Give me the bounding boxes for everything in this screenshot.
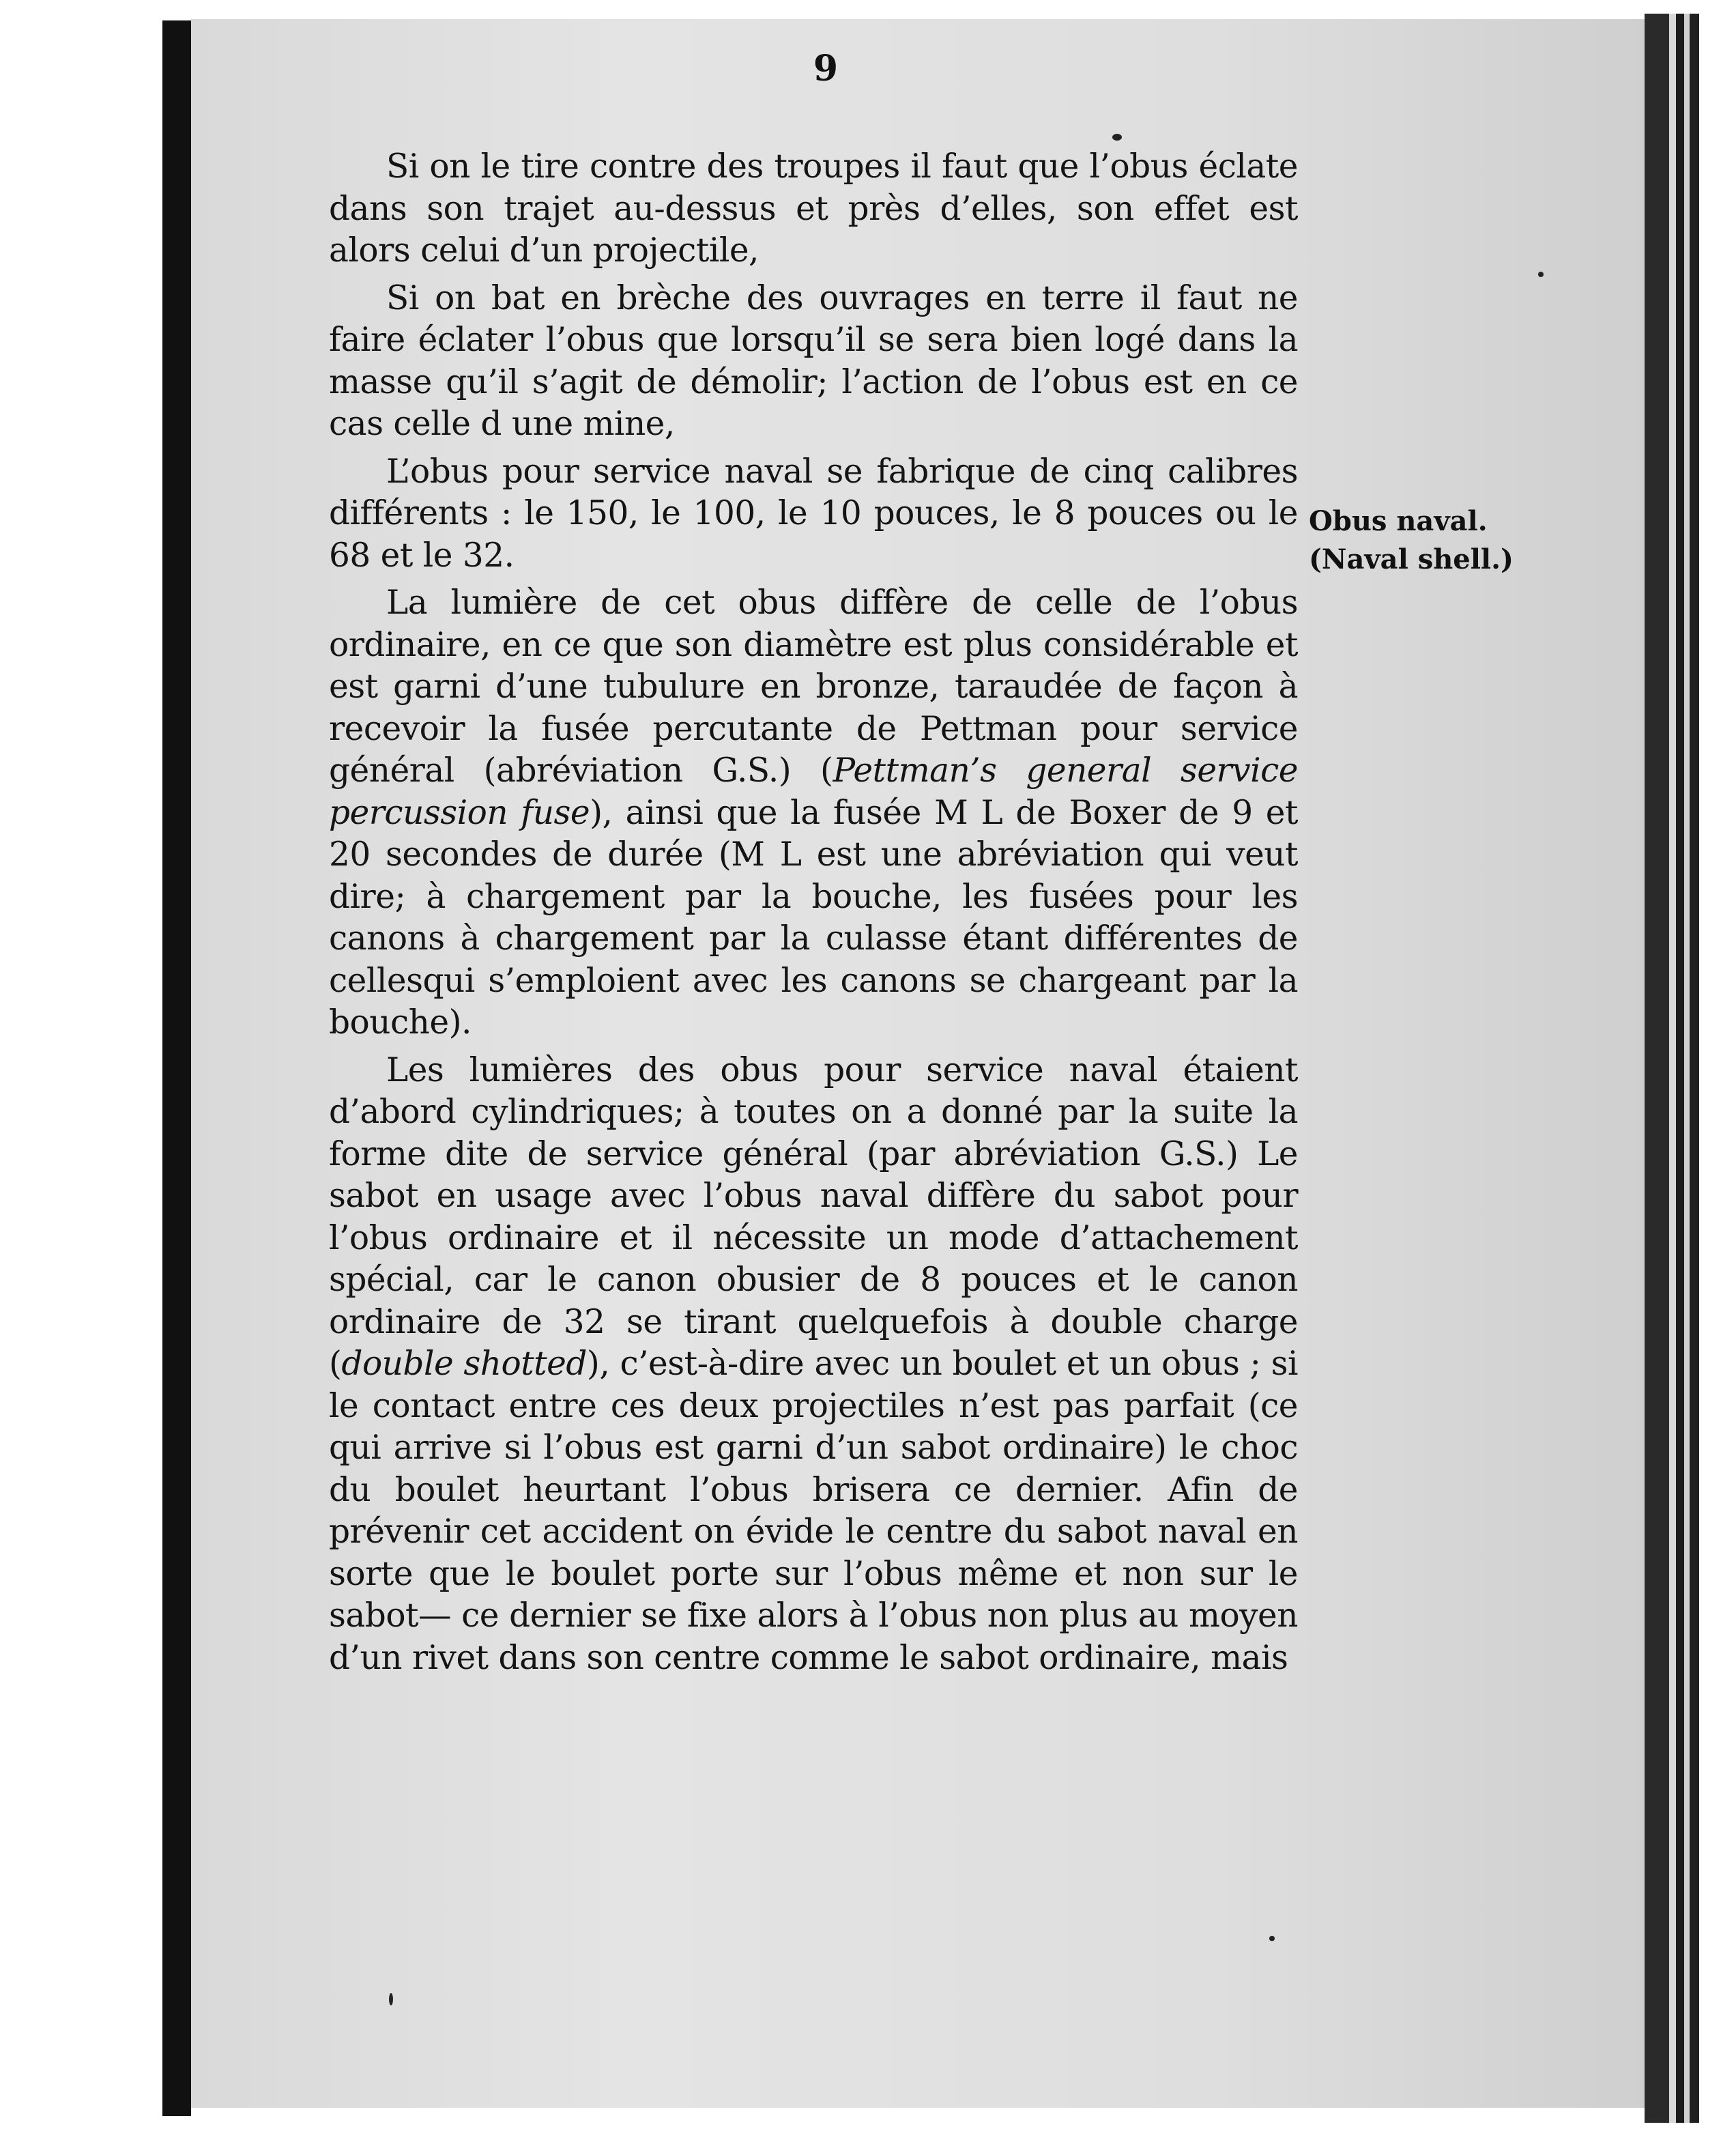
page-edge: [1645, 14, 1669, 2123]
scan-speck: [1269, 1936, 1275, 1941]
paragraph-5: [329, 1050, 1298, 1680]
page-edge: [1669, 14, 1676, 2123]
body-text: [329, 146, 1298, 1679]
paragraph-5-text-cont: ), c’est-à-dire avec un boulet et un obus ; si le contact entre ces deux projectiles n’est pas parfait (ce qui arrive si l’obus est garni d’un sabot ordinaire) le choc du boulet heurtant l’obus brisera ce dernier. Afin de prévenir cet accident on évide le centre du sabot naval en sorte que le boulet porte sur l’obus même et non sur le sabot— ce dernier se fixe alors à l’obus non plus au moyen d’un rivet dans son centre comme le sabot ordinaire, mais: [329, 1345, 1298, 1677]
page-edge: [1676, 14, 1684, 2123]
page-number: 9: [813, 48, 839, 89]
paragraph-5-italic: double shotted: [341, 1345, 587, 1383]
margin-note-line-1: Obus naval.: [1309, 505, 1488, 537]
paragraph-3: L’obus pour service naval se fabrique de cinq calibres différents : le 150, le 100, le 10 pouces, le 8 pouces ou le 68 et le 32.: [329, 452, 1298, 575]
margin-note: [1309, 502, 1514, 579]
page-edge: [1690, 14, 1699, 2123]
page-edge: [1684, 14, 1690, 2123]
paragraph-1: Si on le tire contre des troupes il faut que l’obus éclate dans son trajet au-dessus et près d’elles, son effet est alors celui d’un projectile,: [329, 147, 1298, 270]
book-spine-edge: [162, 20, 191, 2116]
scan-speck: [1538, 272, 1544, 277]
paragraph-2: Si on bat en brèche des ouvrages en terre il faut ne faire éclater l’obus que lorsqu’il se sera bien logé dans la masse qu’il s’agit de démolir; l’action de l’obus est en ce cas celle d une mine,: [329, 278, 1298, 443]
paragraph-4-text-cont: ), ainsi que la fusée M L de Boxer de 9 et 20 secondes de durée (M L est une abréviation qui veut dire; à chargement par la bouche, les fusées pour les canons à chargement par la culasse étant différentes de cellesqui s’emploient avec les canons se chargeant par la bouche).: [329, 793, 1298, 1042]
margin-note-line-2: (Naval shell.): [1309, 543, 1514, 575]
scan-speck: [389, 1993, 393, 2005]
paragraph-5-text: Les lumières des obus pour service naval étaient d’abord cylindriques; à toutes on a donné par la suite la forme dite de service général (par abréviation G.S.) Le sabot en usage avec l’obus naval diffère du sabot pour l’obus ordinaire et il nécessite un mode d’attachement spécial, car le canon obusier de 8 pouces et le canon ordinaire de 32 se tirant quelquefois à double charge (: [329, 1050, 1298, 1383]
paragraph-4-italic: Pettman’s general service percussion fuse: [329, 752, 1298, 832]
paragraph-4-text: La lumière de cet obus diffère de celle de l’obus ordinaire, en ce que son diamètre est plus considérable et est garni d’une tubulure en bronze, taraudée de façon à recevoir la fusée percutante de Pettman pour service général (abréviation G.S.) (: [329, 584, 1298, 790]
scan-speck: [1112, 134, 1122, 141]
paragraph-4: [329, 582, 1298, 1044]
